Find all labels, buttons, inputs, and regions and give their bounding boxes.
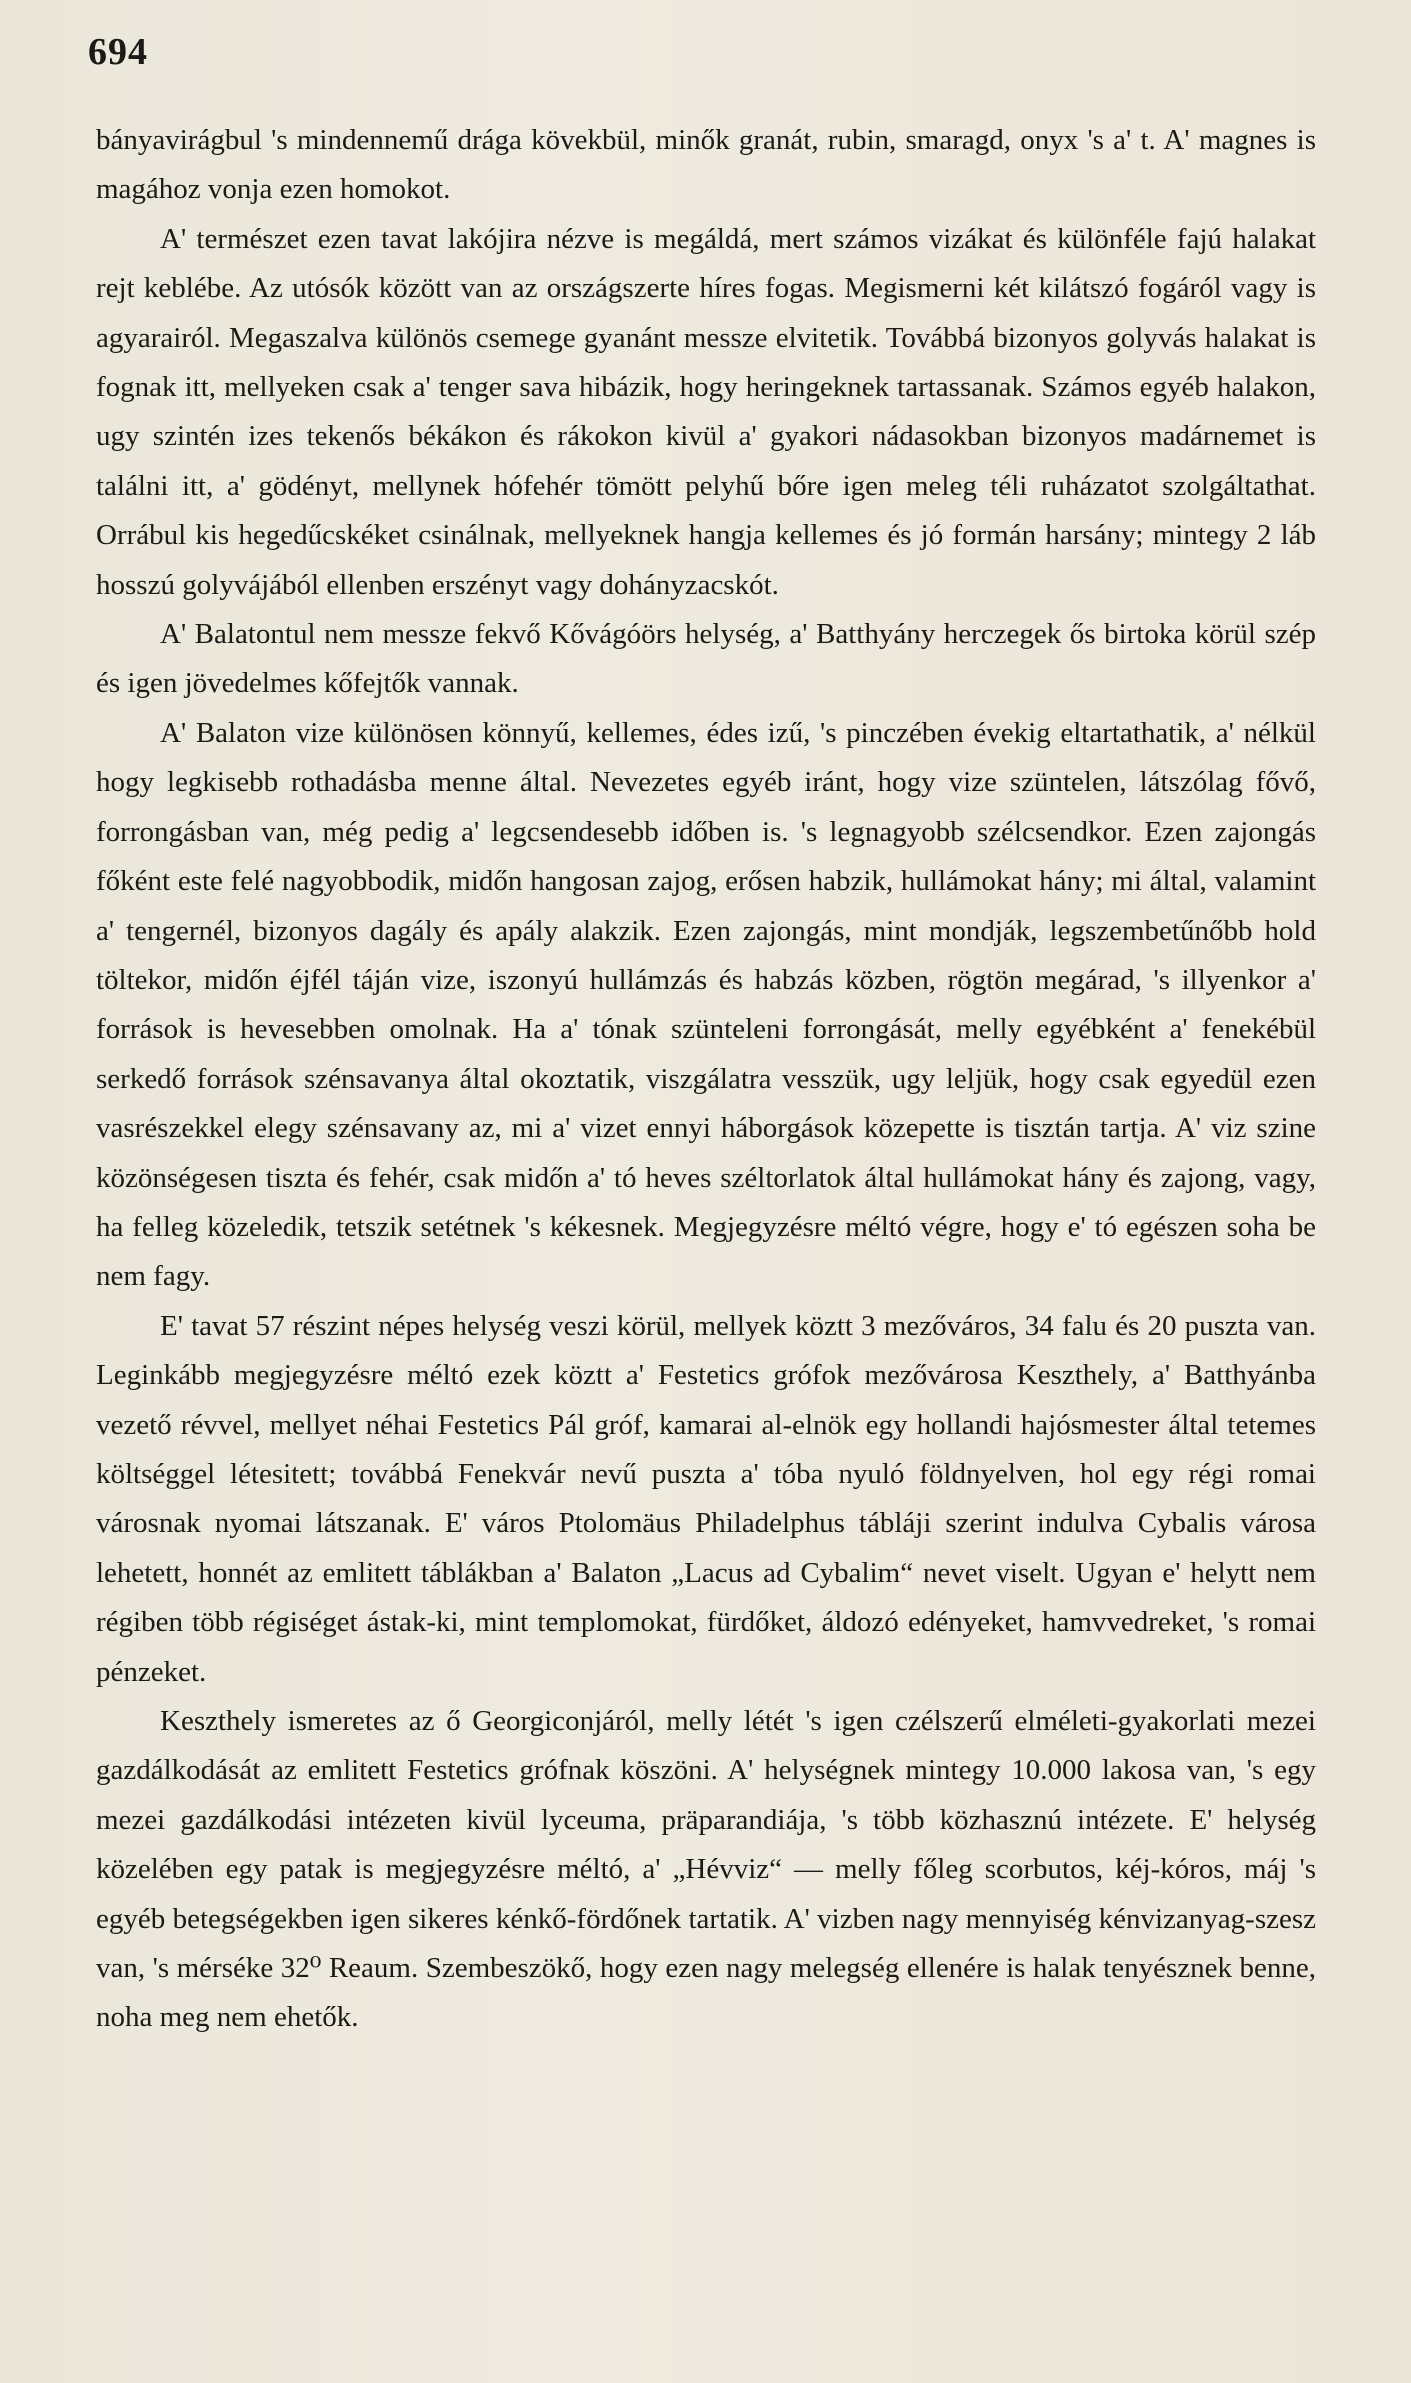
paragraph: A' Balatontul nem messze fekvő Kővágóörs helység, a' Batthyány herczegek ős birtoka körül szép és igen jövedelmes kőfejtők vannak. — [96, 618, 1316, 700]
body-text — [96, 116, 1316, 2043]
paragraph: E' tavat 57 részint népes helység veszi körül, mellyek köztt 3 mezőváros, 34 falu és 20 puszta van. Leginkább megjegyzésre méltó ezek köztt a' Festetics grófok mezővárosa Keszthely, a' Batthyánba vezető révvel, mellyet néhai Festetics Pál gróf, kamarai al-elnök egy hollandi hajósmester által tetemes költséggel létesitett; továbbá Fenekvár nevű puszta a' tóba nyuló földnyelven, hol egy régi romai városnak nyomai látszanak. E' város Ptolomäus Philadelphus tábláji szerint indulva Cybalis városa lehetett, honnét az emlitett táblákban a' Balaton „Lacus ad Cybalim“ nevet viselt. Ugyan e' helytt nem régiben több régiséget ástak-ki, mint templomokat, fürdőket, áldozó edényeket, hamvvedreket, 's romai pénzeket. — [96, 1309, 1316, 1688]
paragraph: bányavirágbul 's mindennemű drága kövekbül, minők granát, rubin, smaragd, onyx 's a' t. A' magnes is magához vonja ezen homokot. — [96, 124, 1316, 206]
paragraph: A' természet ezen tavat lakójira nézve is megáldá, mert számos vizákat és különféle fajú halakat rejt keblébe. Az utósók között van az országszerte híres fogas. Megismerni két kilátszó fogáról vagy is agyarairól. Megaszalva különös csemege gyanánt messze elvitetik. Továbbá bizonyos golyvás halakat is fognak itt, mellyeken csak a' tenger sava hibázik, hogy heringeknek tartassanak. Számos egyéb halakon, ugy szintén izes tekenős békákon és rákokon kivül a' gyakori nádasokban bizonyos madárnemet is találni itt, a' gödényt, mellynek hófehér tömött pelyhű bőre igen meleg téli ruházatot szolgáltathat. Orrábul kis hegedűcskéket csinálnak, mellyeknek hangja kellemes és jó formán harsány; mintegy 2 láb hosszú golyvájából ellenben erszényt vagy dohányzacskót. — [96, 222, 1316, 601]
page-number: 694 — [88, 31, 148, 73]
paragraph: A' Balaton vize különösen könnyű, kellemes, édes izű, 's pinczében évekig eltartathatik, a' nélkül hogy legkisebb rothadásba menne által. Nevezetes egyéb iránt, hogy vize szüntelen, látszólag fővő, forrongásban van, még pedig a' legcsendesebb időben is. 's legnagyobb szélcsendkor. Ezen zajongás főként este felé nagyobbodik, midőn hangosan zajog, erősen habzik, hullámokat hány; mi által, valamint a' tengernél, bizonyos dagály és apály alakzik. Ezen zajongás, mint mondják, legszembetűnőbb hold töltekor, midőn éjfél táján vize, iszonyú hullámzás és habzás közben, rögtön megárad, 's illyenkor a' források is hevesebben omolnak. Ha a' tónak szünteleni forrongását, melly egyébként a' fenekébül serkedő források szénsavanya által okoztatik, viszgálatra vesszük, ugy leljük, hogy csak egyedül ezen vasrészekkel elegy szénsavany az, mi a' vizet ennyi háborgások közepette is tisztán tartja. A' viz szine közönségesen tiszta és fehér, csak midőn a' tó heves széltorlatok által hullámokat hány és zajong, vagy, ha felleg közeledik, tetszik setétnek 's kékesnek. Megjegyzésre méltó végre, hogy e' tó egészen soha be nem fagy. — [96, 716, 1316, 1293]
paragraph: Keszthely ismeretes az ő Georgiconjáról, melly létét 's igen czélszerű elméleti-gyakorlati mezei gazdálkodását az emlitett Festetics grófnak köszöni. A' helységnek mintegy 10.000 lakosa van, 's egy mezei gazdálkodási intézeten kivül lyceuma, präparandiája, 's több közhasznú intézete. E' helység közelében egy patak is megjegyzésre méltó, a' „Hévviz“ — melly főleg scorbutos, kéj-kóros, máj 's egyéb betegségekben igen sikeres kénkő-fördőnek tartatik. A' vizben nagy mennyiség kénvizanyag-szesz van, 's mérséke 32⁰ Reaum. Szembeszökő, hogy ezen nagy melegség ellenére is halak tenyésznek benne, noha meg nem ehetők. — [96, 1705, 1316, 2034]
